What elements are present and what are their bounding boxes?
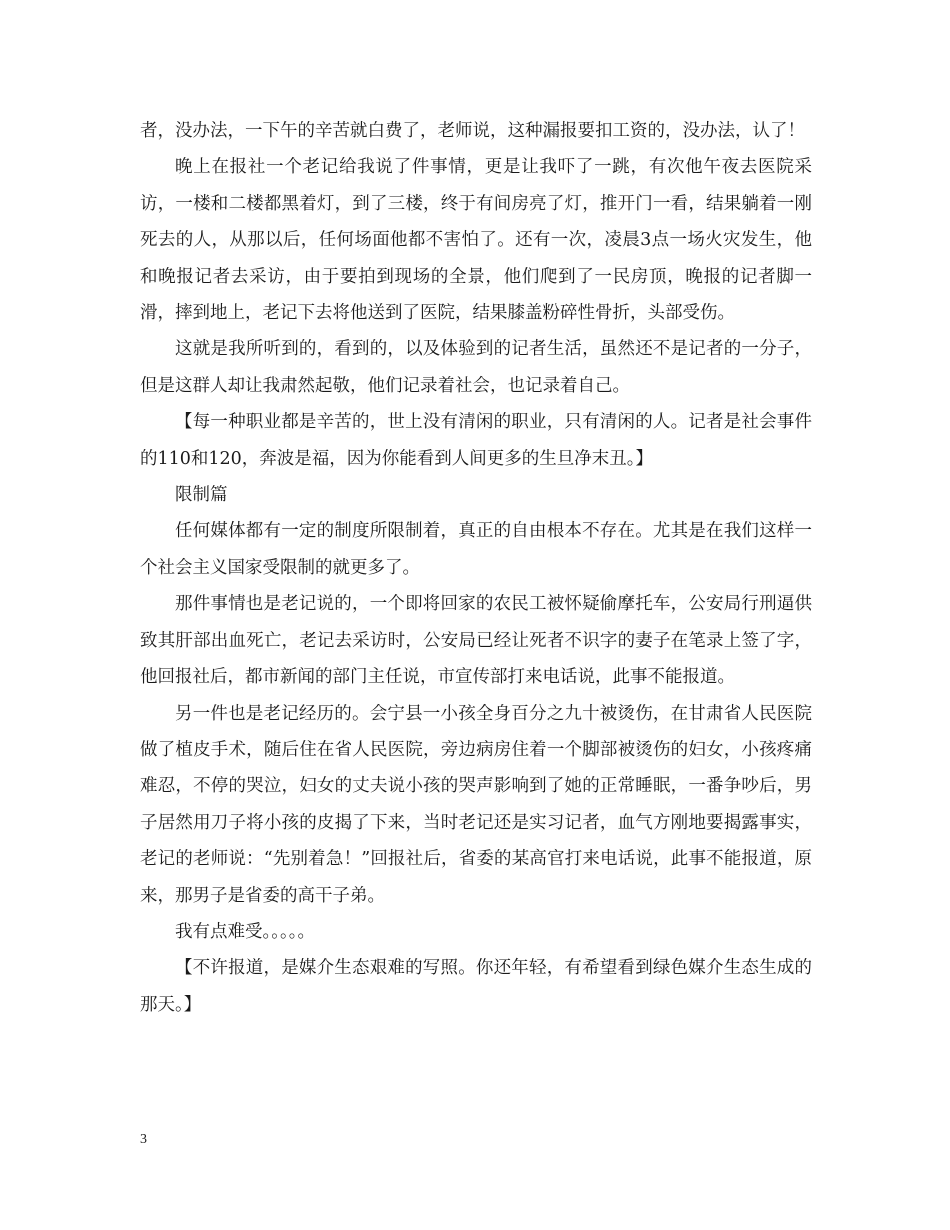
- paragraph-comment-profession: 【每一种职业都是辛苦的，世上没有清闲的职业，只有清闲的人。记者是社会事件的110和120，奔波是福，因为你能看到人间更多的生旦净末丑。】: [140, 412, 812, 469]
- section-heading-restrictions: 限制篇: [175, 485, 228, 506]
- page-number: 3: [140, 1132, 147, 1147]
- paragraph-media-restrictions: 任何媒体都有一定的制度所限制着，真正的自由根本不存在。尤其是在我们这样一个社会主义国家受限制的就更多了。: [140, 521, 812, 578]
- paragraph-worker-case: 那件事情也是老记说的，一个即将回家的农民工被怀疑偷摩托车，公安局行刑逼供致其肝部出血死亡，老记去采访时，公安局已经让死者不识字的妻子在笔录上签了字，他回报社后，都市新闻的部门主任说，市宣传部打来电话说，此事不能报道。: [140, 594, 812, 688]
- paragraph-feeling: 我有点难受。。。。。: [175, 921, 315, 942]
- paragraph-burn-case: 另一件也是老记经历的。会宁县一小孩全身百分之九十被烫伤，在甘肃省人民医院做了植皮手术，随后住在省人民医院，旁边病房住着一个脚部被烫伤的妇女，小孩疼痛难忍，不停的哭泣，妇女的丈夫说小孩的哭声影响到了她的正常睡眠，一番争吵后，男子居然用刀子将小孩的皮揭了下来，当时老记还是实习记者，血气方刚地要揭露事实，老记的老师说：“先别着急！”回报社后，省委的某高官打来电话说，此事不能报道，原来，那男子是省委的高干子弟。: [140, 703, 812, 906]
- document-page: [140, 113, 812, 1023]
- paragraph-comment-ecology: 【不许报道，是媒介生态艰难的写照。你还年轻，有希望看到绿色媒介生态生成的那天。】: [140, 958, 812, 1015]
- paragraph-continuation: 者，没办法，一下午的辛苦就白费了，老师说，这种漏报要扣工资的，没办法，认了！: [140, 121, 805, 141]
- paragraph-reporter-life: 这就是我所听到的，看到的，以及体验到的记者生活，虽然还不是记者的一分子，但是这群人却让我肃然起敬，他们记录着社会，也记录着自己。: [140, 339, 812, 396]
- paragraph-hospital-story: 晚上在报社一个老记给我说了件事情，更是让我吓了一跳，有次他午夜去医院采访，一楼和二楼都黑着灯，到了三楼，终于有间房亮了灯，推开门一看，结果躺着一刚死去的人，从那以后，任何场面他都不害怕了。还有一次，凌晨3点一场火灾发生，他和晚报记者去采访，由于要拍到现场的全景，他们爬到了一民房顶，晚报的记者脚一滑，摔到地上，老记下去将他送到了医院，结果膝盖粉碎性骨折，头部受伤。: [140, 157, 812, 324]
